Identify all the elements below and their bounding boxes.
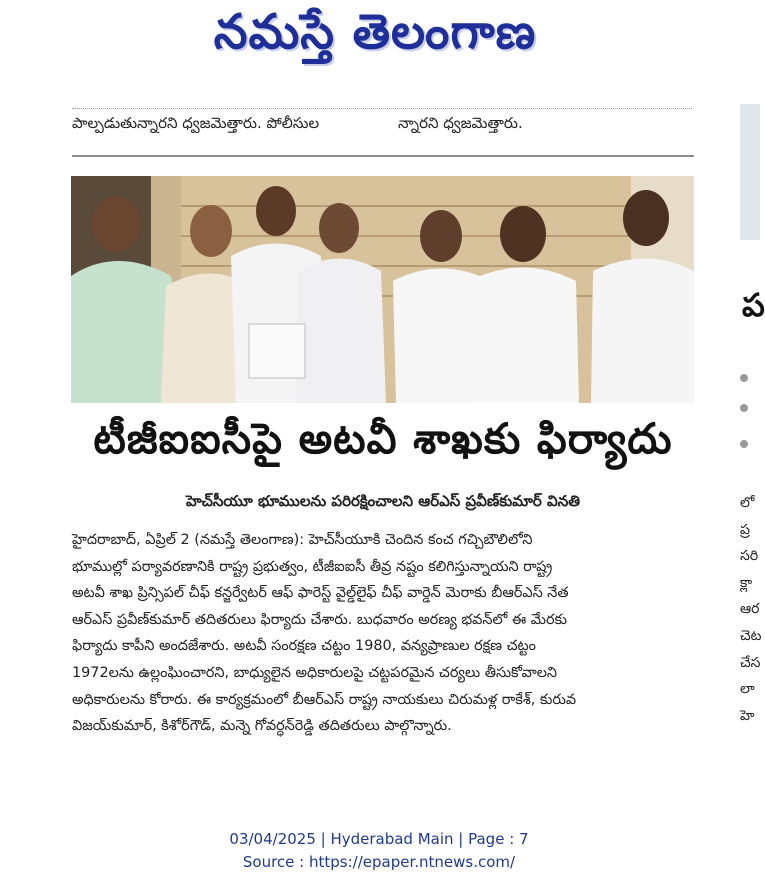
article-body-line: భూముల్లో పర్యావరణానికి రాష్ట్ర ప్రభుత్వం, టీజీఐఐసీ తీవ్ర నష్టం కలిగిస్తున్నాయని రాష్ట్ర [72,558,553,575]
adjacent-text-line: ఆర [740,601,760,618]
adjacent-text-line: లో [740,495,755,511]
bullet-icon [740,404,748,412]
section-divider [72,155,694,157]
source-link[interactable]: Source : https://epaper.ntnews.com/ [242,853,516,871]
edition-info: 03/04/2025 | Hyderabad Main | Page : 7 [229,830,529,848]
previous-article-line-left: పాల్పడుతున్నారని ధ్వజమెత్తారు. పోలీసుల [72,114,320,132]
clipped-text-strip [72,96,692,109]
adjacent-headline-glyph: ప [742,286,765,324]
adjacent-text-line: సరి [740,548,759,565]
previous-article-line-right: న్నారని ధ్వజమెత్తారు. [398,114,523,132]
adjacent-text-line: చేస [740,654,761,671]
masthead-title: నమస్తే తెలంగాణ [213,4,537,60]
article-body-line: ఫిర్యాదు కాపీని అందజేశారు. అటవీ సంరక్షణ చట్టం 1980, వన్యప్రాణుల రక్షణ చట్టం [72,638,536,655]
article-subheadline: హెచ్‌సీయూ భూములను పరిరక్షించాలని ఆర్‌ఎస్ ప్రవీణ్‌కుమార్ వినతి [186,492,580,510]
bullet-icon [740,440,748,448]
adjacent-text-line: లా [740,681,755,698]
article-headline: టీజీఐఐసీపై అటవీ శాఖకు ఫిర్యాదు [93,414,673,463]
article-body-line: అధికారులను కోరారు. ఈ కార్యక్రమంలో బీఆర్‌ఎస్ రాష్ట్ర నాయకులు చిరుమళ్ల రాకేశ్, కురువ [72,691,577,708]
adjacent-article-column [738,100,765,892]
article-body-line: 1972లను ఉల్లంఘించారని, బాధ్యులైన అధికారులపై చట్టపరమైన చర్యలు తీసుకోవాలని [72,664,557,681]
adjacent-photo-edge [740,104,760,240]
bullet-icon [740,374,748,382]
news-photo [71,176,694,403]
adjacent-text-line: చెట [740,627,762,644]
article-body-line: హైదరాబాద్, ఏప్రిల్ 2 (నమస్తే తెలంగాణ): హెచ్‌సీయూకి చెందిన కంచ గచ్చిబౌలిలోని [72,532,533,548]
adjacent-text-line: హె [740,707,755,724]
adjacent-text-lines [740,490,761,729]
adjacent-text-line: ప్ర [740,521,750,538]
article-body-line: ఆర్‌ఎస్ ప్రవీణ్‌కుమార్ తదితరులు ఫిర్యాదు చేశారు. బుధవారం అరణ్య భవన్‌లో ఈ మేరకు [72,611,568,628]
masthead-logo [150,2,600,74]
adjacent-text-line: క్లా [740,574,753,591]
article-body-line: విజయ్‌కుమార్, కిశోర్‌గౌడ్, మన్నె గోవర్ధన్‌రెడ్డి తదితరులు పాల్గొన్నారు. [72,718,452,735]
article-body [72,527,694,740]
article-body-line: అటవీ శాఖ ప్రిన్సిపల్ చీఫ్ కన్జర్వేటర్ ఆఫ్ ఫారెస్ట్ వైల్డ్‌లైఫ్ చీఫ్ వార్డెన్ మెరాకు బీఆర్‌ఎస్ నేత [72,585,569,602]
